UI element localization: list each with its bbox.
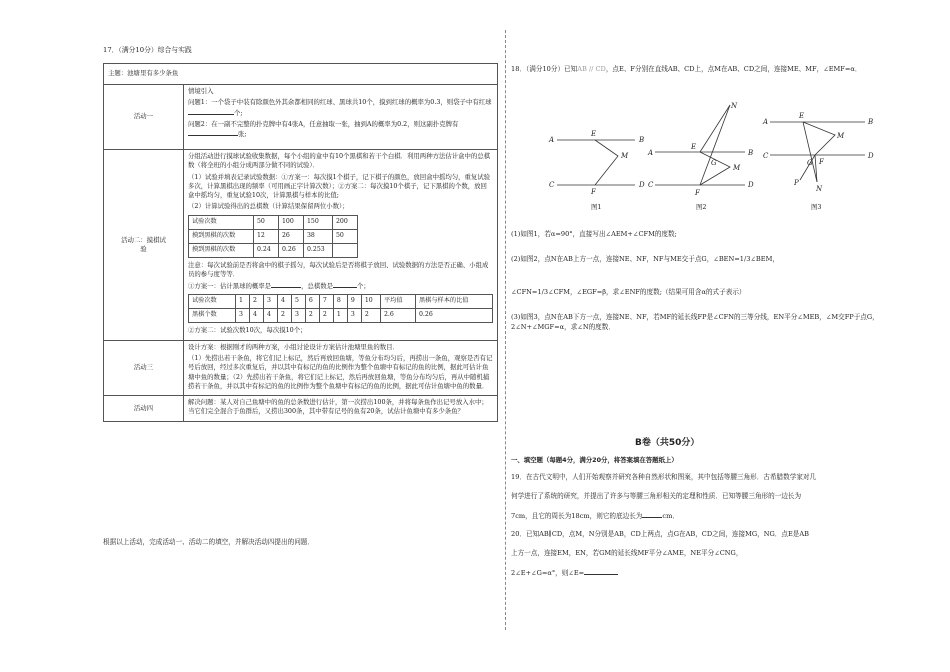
plan1-blank2[interactable] [333, 281, 357, 288]
act1-label: 活动一 [104, 85, 184, 150]
fig1-point-b: B [639, 136, 645, 144]
fig2-point-a: A [648, 149, 654, 157]
fig1-point-e: E [591, 130, 597, 138]
trial-table-1 [188, 215, 358, 258]
fig1-point-c: C [549, 181, 555, 189]
fig3-caption: 图3 [811, 203, 822, 211]
fig3-point-p: P [794, 179, 799, 187]
fig2-point-m: M [733, 164, 741, 172]
q18-part1: (1)如图1，若α=90°，直接写出∠AEM+∠CFM的度数; [511, 230, 677, 238]
fig1-point-a: A [549, 136, 555, 144]
fig2-point-d: D [748, 181, 754, 189]
act2-content [184, 150, 498, 341]
fig3-point-g: G [807, 159, 813, 167]
q20-line2: 上方一点，连接EM，EN，若GM的延长线MF平分∠AME，NE平分∠CNG， [511, 549, 743, 557]
fig3-point-b: B [868, 118, 874, 126]
act2-plan1: ①方案一：估计黑球的概率是 ，总棋数是 个； [188, 282, 370, 291]
q20-blank[interactable] [584, 568, 618, 575]
q18-statement: 18．（满分10分）已知AB // CD，点E、F分别在直线AB、CD上，点M在AB、CD之间，连接ME、MF，∠EMF=α． [511, 65, 862, 73]
act3-methods: （1）先捞出若干条鱼，将它们记上标记，然后再放回鱼塘，等鱼分布均匀后，再捞出一条鱼，观察是否有记号后放回，经过多次重复后，并以其中有标记的鱼的比例作为整个鱼塘中有标记的鱼的比例，据此可估计鱼塘中鱼的数量；（2）先捞出若干条鱼，将它们记上标记，然后再放回鱼塘，等鱼分布均匀后，再从中随机捕捞若干条鱼，并以其中有标记的鱼的比例作为整个鱼塘中有标记的鱼的比例，据此可估计鱼塘中鱼的数量． [188, 354, 493, 390]
fig2-point-g: G [711, 159, 717, 167]
q19-line1: 19．在古代文明中，人们开始观察并研究各种自然形状和图案，其中包括等腰三角形．古希腊数学家对几 [511, 473, 817, 481]
fig3-point-f: F [819, 158, 824, 166]
table-row: 摸到黑棋的次数 12 26 38 50 [189, 229, 358, 243]
q18-part2b: ∠CFN=1/3∠CFM，∠EGF=β，求∠ENF的度数;（结果可用含α的式子表示） [511, 288, 746, 296]
fig2-angle-emf [700, 152, 730, 185]
fig3-point-a: A [763, 118, 769, 126]
q17-title: 17．（满分10分）综合与实践 [103, 46, 192, 54]
q18-part2a: (2)如图2，点N在AB上方一点，连接NE、NF，NF与ME交于点G，∠BEN=1/3∠BEM， [511, 255, 779, 263]
act1-blank1[interactable] [188, 108, 234, 115]
act1-blank2[interactable] [188, 129, 238, 136]
q17-table [103, 63, 498, 422]
act2-note: 注意：每次试验前是否将盒中的棋子摇匀，每次试验后是否将棋子放回、试验数据的方法是否正确、小组成员的参与度等等． [188, 260, 489, 278]
act3-content [184, 340, 498, 395]
act2-label: 活动二：摸棋试验 [104, 150, 184, 341]
fig2-point-b: B [748, 149, 754, 157]
table-row: 试验次数 50 100 150 200 [189, 215, 358, 229]
fig3-point-c: C [763, 152, 769, 160]
fill-in-title: 一、填空题（每题4分，满分20分，将答案填在答题纸上） [511, 456, 678, 464]
act1-problem2: 问题2：在一副不完整的扑克牌中有4张A，任意抽取一张，抽到A的概率为0.2，则这副扑克牌有张; [188, 119, 459, 139]
q20-line1: 20．已知AB∥CD，点M，N分别是AB，CD上两点，点G在AB，CD之间，连接MG，NG．点E是AB [511, 530, 809, 538]
act2-intro: 分组活动进行摸球试验收集数据，每个小组的盒中有10个黑棋和若干个白棋．利用两种方法估计盒中的总棋数（将全班的小组分成两部分做不同的试验）． [188, 152, 491, 170]
trial-table-2 [188, 294, 493, 323]
act4-problem: 解决问题：某人对自己鱼塘中的鱼的总条数进行估计，第一次捞出100条，并将每条鱼作出记号放入水中；当它们完全混合于鱼群后，又捞出300条，其中带有记号的鱼有20条，试估计鱼塘中有多少条鱼？ [188, 398, 488, 416]
act2-step2: （2）计算试验得出的总棋数（计算结果保留两位小数）； [188, 202, 349, 211]
act2-step1: （1）试验并填表记录试验数据：①方案一：每次摸1个棋子，记下棋子的颜色，放回盒中摇均匀，重复试验多次，计算黑棋出现的频率（可用画正字计算次数）；②方案二：每次摸10个棋子，记下黑棋的个数，放回盒中摇均匀，重复试验10次，计算黑棋与样本的比值; [188, 172, 491, 200]
act2-plan2: ②方案二：试验次数10次，每次摸10个； [188, 326, 307, 335]
act4-content [184, 396, 498, 422]
column-divider [505, 30, 506, 630]
fig3-point-d: D [868, 152, 874, 160]
fig2-caption: 图2 [696, 203, 707, 211]
fig2-point-c: C [648, 181, 654, 189]
fig3-point-m: M [837, 132, 845, 140]
q19-blank[interactable] [642, 511, 662, 518]
q19-line3: 7cm，且它的周长为18cm，则它的底边长为 cm． [511, 512, 679, 520]
fig2-point-n: N [731, 102, 738, 110]
table-row: 黑棋个数 3 4 4 2 3 2 2 1 3 2 2.6 0.26 [189, 309, 493, 323]
act1-content [184, 85, 498, 150]
q18-figures [545, 100, 885, 215]
fig1-point-f: F [591, 188, 596, 196]
q17-theme: 主题：池塘里有多少条鱼 [104, 64, 498, 85]
q19-line2: 何学进行了系统的研究，并提出了许多与等腰三角形相关的定理和性质．已知等腰三角形的一边长为 [511, 492, 802, 500]
plan1-blank1[interactable] [271, 281, 301, 288]
fig3-point-n: N [816, 185, 823, 193]
fig1-caption: 图1 [591, 203, 602, 211]
empty-answer-cell[interactable] [333, 243, 358, 257]
fig2-point-e: E [691, 143, 697, 151]
fig1-angle-emf [595, 140, 618, 185]
act3-design: 设计方案：根据刚才的两种方案，小组讨论设计方案估计池塘里鱼的数目． [188, 342, 399, 351]
fig3-angle-emf [803, 122, 835, 155]
act1-problem1: 问题1：一个袋子中装有除颜色外其余都相同的红球、黑球共10个，摸到红球的概率为0.3，则袋子中有红球个; [188, 98, 492, 117]
act4-label: 活动四 [104, 396, 184, 422]
q20-line3: 2∠E+∠G=α°，则∠E= [511, 568, 891, 579]
table-row: 摸到黑棋的次数 0.24 0.26 0.253 [189, 243, 358, 257]
act1-intro: 情境引入 [188, 87, 214, 95]
fig3-line-en [803, 122, 817, 182]
fig1-point-d: D [639, 181, 645, 189]
section-b-title: B卷（共50分） [635, 438, 700, 448]
fig2-point-f: F [695, 189, 700, 197]
act3-label: 活动三 [104, 340, 184, 395]
q18-part3: (3)如图3，点N在AB下方一点，连接NE、NF，若MF的延长线FP是∠CFN的三等分线，EN平分∠MEB，∠M交FP于点G，2∠N+∠MGF=α，求∠N的度数． [511, 313, 879, 331]
q17-footer: 根据以上活动，完成活动一、活动二的填空，并解决活动四提出的问题． [103, 538, 314, 546]
table-row: 试验次数 1 2 3 4 5 6 7 8 9 10 平均值 黑棋与样本的比值 [189, 295, 493, 309]
fig1-point-m: M [621, 152, 629, 160]
fig3-point-e: E [799, 112, 805, 120]
